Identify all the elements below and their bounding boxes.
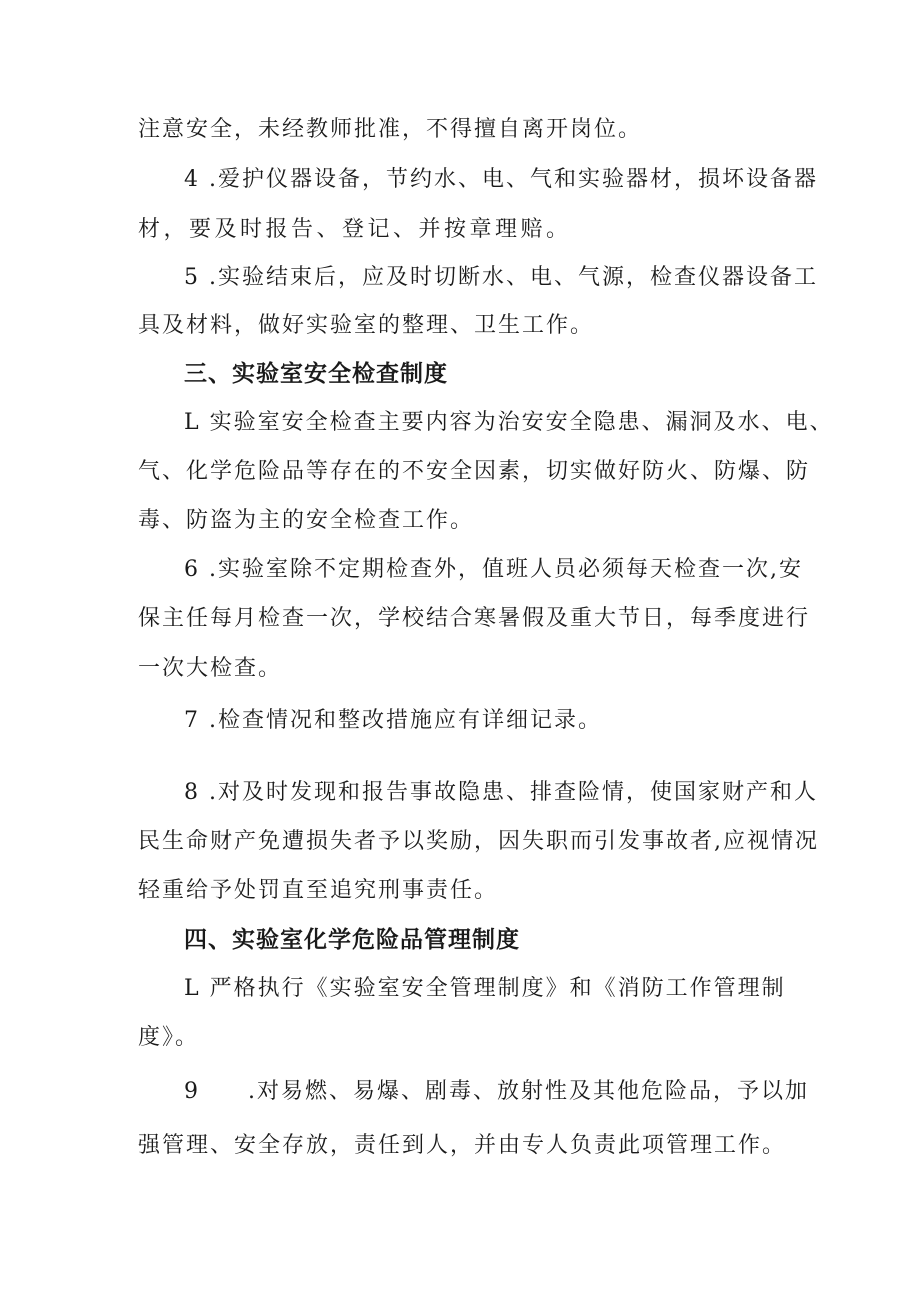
- text-line: 一次大检查。: [138, 656, 283, 681]
- text-line: 7 .检查情况和整改措施应有详细记录。: [184, 708, 602, 733]
- text-line: L 实验室安全检查主要内容为治安安全隐患、漏洞及水、电、: [184, 410, 834, 435]
- text-line: 强管理、安全存放，责任到人，并由专人负责此项管理工作。: [138, 1133, 787, 1158]
- text-line: 民生命财产免遭损失者予以奖励，因失职而引发事故者,应视情况: [138, 829, 819, 854]
- text-line: 具及材料，做好实验室的整理、卫生工作。: [138, 313, 595, 338]
- text-line: 6 .实验室除不定期检查外，值班人员必须每天检查一次,安: [184, 557, 803, 582]
- text-line: 5 .实验结束后，应及时切断水、电、气源，检查仪器设备工: [184, 265, 818, 290]
- text-line: 轻重给予处罚直至追究刑事责任。: [138, 878, 499, 903]
- text-line: 材，要及时报告、登记、并按章理赔。: [138, 217, 572, 242]
- section-heading: 三、实验室安全检查制度: [184, 361, 448, 387]
- text-line: 9 .对易燃、易爆、剧毒、放射性及其他危险品，予以加: [184, 1079, 809, 1104]
- section-heading: 四、实验室化学危险品管理制度: [184, 927, 520, 953]
- text-line: 8 .对及时发现和报告事故隐患、排查险情，使国家财产和人: [184, 780, 818, 805]
- text-line: 气、化学危险品等存在的不安全因素，切实做好防火、防爆、防: [138, 459, 811, 484]
- text-line: 毒、防盗为主的安全检查工作。: [138, 508, 475, 533]
- text-line: L 严格执行《实验室安全管理制度》和《消防工作管理制: [184, 976, 786, 1001]
- text-line: 度》。: [138, 1025, 200, 1050]
- text-line: 4 .爱护仪器设备，节约水、电、气和实验器材，损坏设备器: [184, 167, 818, 192]
- text-line: 保主任每月检查一次，学校结合寒暑假及重大节日，每季度进行: [138, 606, 811, 631]
- text-line: 注意安全，未经教师批准，不得擅自离开岗位。: [138, 117, 643, 142]
